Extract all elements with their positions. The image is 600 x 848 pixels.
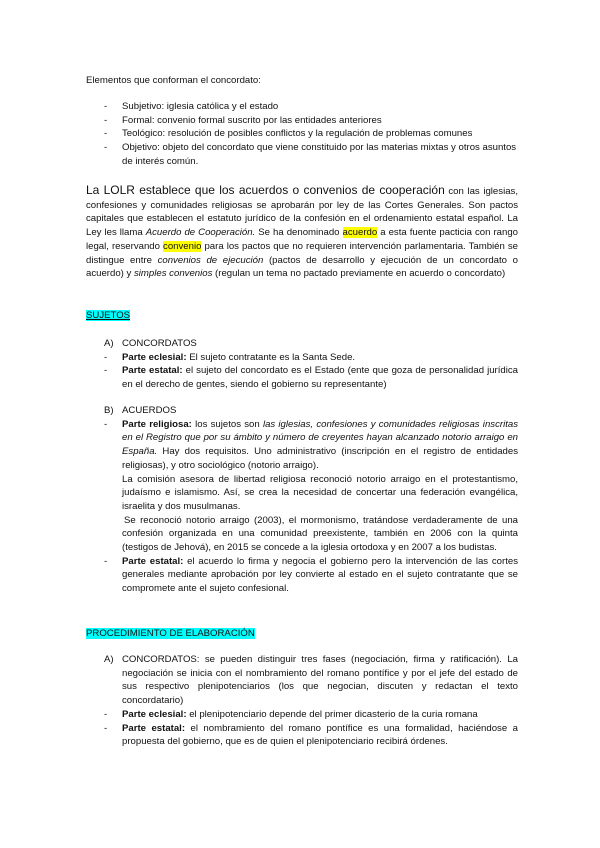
item-text: los sujetos son [191,418,263,430]
item-label: Parte estatal: [122,722,186,734]
list-item [86,337,518,351]
list-marker: A) [104,654,114,665]
item-label: Parte estatal: [122,365,183,377]
elements-list [86,100,518,169]
section-heading-procedimiento [86,627,518,641]
heading-text: PROCEDIMIENTO DE ELABORACIÓN [86,628,255,639]
list-item [86,404,518,418]
text-run-italic: convenios de ejecución [157,254,264,266]
list-item [86,722,518,749]
item-paragraph: La comisión asesora de libertad religiosa reconoció notorio arraigo en el protestantismo, judaísmo e islamismo. Así, se crea la necesidad de concertar una federación evangélica, israelita y dos musulmanas. [122,473,518,512]
item-label: Parte eclesial: [122,708,187,720]
sujetos-a [86,337,518,392]
text-run-italic: simples convenios [134,268,213,280]
item-text: el acuerdo lo firma y negocia el gobierno pero la intervención de las cortes generales mediante aprobación por ley convierte al estado en el sujeto contratante que se compromete ante el sujeto confesional. [122,555,518,595]
procedimiento-list [86,653,518,749]
list-item: - Teológico: resolución de posibles conflictos y la regulación de problemas comunes [86,127,518,141]
text-run: (regulan un tema no pactado previamente en acuerdo o concordato) [212,268,506,280]
list-marker: A) [104,338,114,349]
item-text-italic: las iglesias, confesiones y comunidades religiosas inscritas en el Registro que por su ámbito y número de creyentes hayan alcanzado notorio arraigo en España. [122,418,518,458]
text-run: a esta fuente pacticia con rango legal, reservando [86,227,518,252]
text-run: (pactos de desarrollo y ejecución de un concordato o acuerdo) y [86,254,518,280]
text-run: con las iglesias, confesiones y comunidades religiosas se aprobarán por ley de las Cortes Generales. Son pactos capitales que establecen el estatuto jurídico de la confesión en el ordenamiento estatal español. La Ley les llama [86,186,518,239]
item-label: Parte religiosa: [122,418,192,430]
subsection-title: ACUERDOS [122,405,177,416]
item-text: El sujeto contratante es la Santa Sede. [186,351,356,363]
item-label: Parte estatal: [122,555,184,567]
sujetos-b [86,404,518,596]
heading-text: SUJETOS [86,310,131,321]
highlight-convenio: convenio [163,240,202,252]
intro-title: Elementos que conforman el concordato: [86,75,261,86]
item-label: Parte eclesial: [122,351,187,363]
lolr-lead: La LOLR establece que los acuerdos o convenios de cooperación [86,183,445,197]
lolr-paragraph [86,184,518,281]
text-run-italic: Acuerdo de Cooperación. [145,227,256,239]
item-paragraph: Se reconoció notorio arraigo (2003), el mormonismo, tratándose verdaderamente de una confesión organizada en una comunidad preexistente, también en 2006 con la quinta (testigos de Jehová), en 2015 se concede a la iglesia ortodoxa y en 2007 a los budistas. [122,514,518,554]
item-text: el sujeto del concordato es el Estado (ente que goza de personalidad jurídica en el derecho de gentes, siendo el gobierno su representante) [122,365,518,391]
highlight-acuerdo: acuerdo [342,227,378,239]
text-run: Se ha denominado [255,227,343,239]
list-marker: B) [104,405,114,416]
item-text: el plenipotenciario depende del primer dicasterio de la curia romana [186,708,478,720]
item-text: CONCORDATOS: se pueden distinguir tres fases (negociación, firma y ratificación). La negociación se inicia con el nombramiento del romano pontífice y por el jefe del estado de sus respectivo plenipotenciarios (los que negocian, discuten y redactan el texto concordatario) [122,654,518,707]
text-run: para los pactos que no requieren intervención parlamentaria. También se distingue entre [86,240,519,266]
item-text: Hay dos requisitos. Uno administrativo (inscripción en el registro de entidades religiosas), y otro sociológico (notorio arraigo). [122,446,518,471]
list-item [86,418,518,555]
item-text: el nombramiento del romano pontífice es una formalidad, haciéndose a propuesta del gobierno, que es de quien el plenipotenciario recibirá órdenes. [122,722,518,748]
list-item [86,364,518,391]
list-item: - Subjetivo: iglesia católica y el estado [86,100,518,114]
list-item [86,351,518,365]
list-item [86,555,518,596]
subsection-title: CONCORDATOS [122,338,197,349]
list-item: - Objetivo: objeto del concordato que viene constituido por las materias mixtas y otros asuntos de interés común. [86,141,518,168]
list-item [86,708,518,722]
section-heading-sujetos [86,309,518,323]
list-item [86,653,518,708]
list-item: - Formal: convenio formal suscrito por las entidades anteriores [86,114,518,128]
